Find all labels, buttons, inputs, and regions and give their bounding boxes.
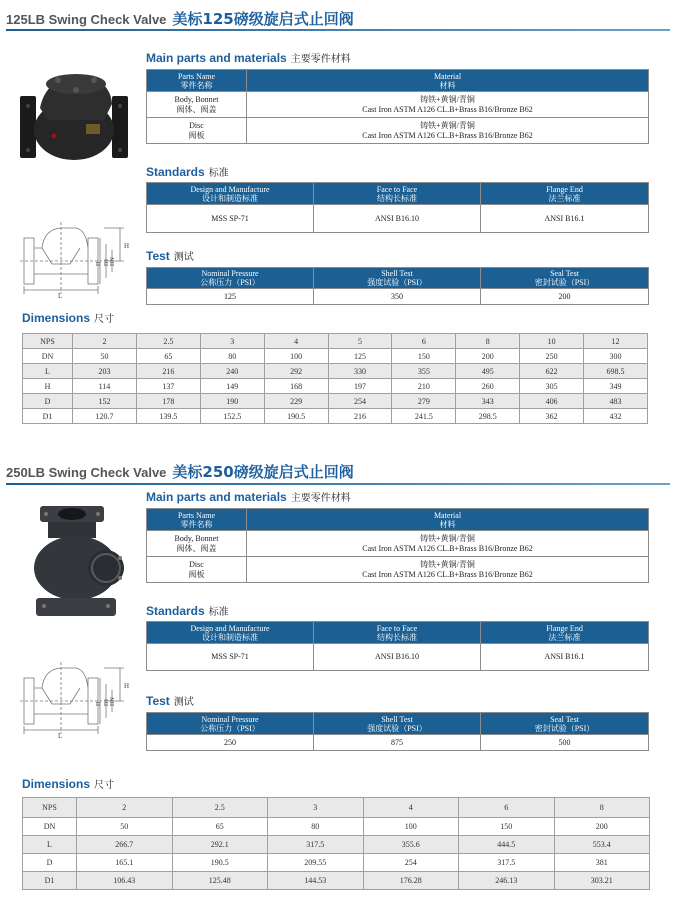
table-cell: 106.43 — [77, 872, 173, 890]
table-cell: 279 — [392, 394, 456, 409]
table-cell: 152 — [73, 394, 137, 409]
table-cell: 80 — [268, 818, 364, 836]
table-cell: 500 — [481, 735, 649, 751]
table-cell: 120.7 — [73, 409, 137, 424]
section-125-title — [6, 8, 354, 28]
drawing-label-d1: D1 — [104, 698, 110, 706]
table-cell: 349 — [584, 379, 648, 394]
part-name-cell: Disc 阀板 — [147, 118, 247, 144]
table-cell: 190.5 — [172, 854, 268, 872]
table-row — [147, 531, 649, 557]
row-label-cell: L — [23, 836, 77, 854]
heading-cn: 尺寸 — [94, 780, 115, 791]
table-cell: 125 — [147, 289, 314, 305]
table-cell: 8 — [456, 334, 520, 349]
table-cell: ANSI B16.1 — [481, 644, 649, 671]
table-cell: 229 — [264, 394, 328, 409]
table-cell: ANSI B16.10 — [314, 644, 481, 671]
table-cell: 176.28 — [363, 872, 459, 890]
table-cell: 65 — [172, 818, 268, 836]
table-row — [23, 872, 650, 890]
part-name-cell: Body, Bonnet 阀体、阀盖 — [147, 92, 247, 118]
heading-cn: 尺寸 — [94, 314, 115, 325]
table-cell: MSS SP-71 — [147, 205, 314, 233]
table-row — [23, 394, 648, 409]
table-cell: 698.5 — [584, 364, 648, 379]
table-cell: 241.5 — [392, 409, 456, 424]
table-row — [23, 364, 648, 379]
material-cell: 铸铁+黄铜/青铜 Cast Iron ASTM A126 CL.B+Brass B16/Bronze B62 — [247, 118, 649, 144]
table-cell: 2.5 — [172, 798, 268, 818]
table-header-cell: Flange End 法兰标准 — [481, 183, 649, 205]
table-cell: 216 — [136, 364, 200, 379]
table-cell: 200 — [456, 349, 520, 364]
main-parts-heading — [146, 489, 351, 504]
heading-cn: 测试 — [173, 252, 194, 263]
table-cell: 444.5 — [459, 836, 555, 854]
heading-cn: 主要零件材料 — [290, 54, 351, 65]
main-parts-table — [146, 69, 649, 144]
table-header-cell: Parts Name 零件名称 — [147, 509, 247, 531]
dimensions-table — [22, 797, 650, 890]
table-cell: 80 — [200, 349, 264, 364]
table-row — [147, 557, 649, 583]
part-name-cell: Disc 阀板 — [147, 557, 247, 583]
table-cell: 240 — [200, 364, 264, 379]
table-row — [23, 854, 650, 872]
table-header-cell: Nominal Pressure 公称压力（PSI） — [147, 268, 314, 289]
table-cell: 6 — [459, 798, 555, 818]
table-cell: 137 — [136, 379, 200, 394]
test-table — [146, 712, 649, 751]
table-cell: 350 — [314, 289, 481, 305]
table-cell: 875 — [314, 735, 481, 751]
main-parts-table — [146, 508, 649, 583]
drawing-label-dn: DN — [110, 257, 116, 266]
table-header-cell: Seal Test 密封试验（PSI） — [481, 713, 649, 735]
drawing-label-h: H — [124, 682, 130, 690]
table-cell: 50 — [77, 818, 173, 836]
table-cell: 200 — [554, 818, 650, 836]
table-cell: 317.5 — [459, 854, 555, 872]
row-label-cell: DN — [23, 349, 73, 364]
table-row — [147, 735, 649, 751]
heading-en: Standards — [146, 604, 205, 618]
drawing-label-l: L — [58, 732, 63, 740]
table-row — [147, 118, 649, 144]
material-cell: 铸铁+黄铜/青铜 Cast Iron ASTM A126 CL.B+Brass B16/Bronze B62 — [247, 557, 649, 583]
heading-en: Test — [146, 249, 170, 263]
table-row — [23, 409, 648, 424]
row-label-cell: D1 — [23, 409, 73, 424]
table-cell: ANSI B16.10 — [314, 205, 481, 233]
table-header-row — [147, 622, 649, 644]
test-heading — [146, 248, 194, 263]
table-header-cell: Face to Face 结构长标准 — [314, 183, 481, 205]
table-cell: 197 — [328, 379, 392, 394]
table-cell: 144.53 — [268, 872, 364, 890]
table-cell: 125 — [328, 349, 392, 364]
table-cell: 305 — [520, 379, 584, 394]
table-header-cell: Design and Manufacture 设计和制造标准 — [147, 183, 314, 205]
table-row — [147, 92, 649, 118]
heading-en: Main parts and materials — [146, 490, 287, 504]
section-title-en: 250LB Swing Check Valve — [6, 465, 167, 480]
table-cell: 2 — [73, 334, 137, 349]
table-cell: MSS SP-71 — [147, 644, 314, 671]
section-250-title — [6, 461, 354, 481]
table-cell: 209.55 — [268, 854, 364, 872]
table-cell: 260 — [456, 379, 520, 394]
table-cell: 210 — [392, 379, 456, 394]
table-header-cell: Face to Face 结构长标准 — [314, 622, 481, 644]
valve-drawing-250 — [20, 658, 138, 742]
table-cell: 178 — [136, 394, 200, 409]
section-title-en: 125LB Swing Check Valve — [6, 12, 167, 27]
table-row — [23, 818, 650, 836]
table-header-cell: Nominal Pressure 公称压力（PSI） — [147, 713, 314, 735]
dimensions-heading — [22, 310, 114, 325]
table-cell: 250 — [147, 735, 314, 751]
drawing-label-d1: D1 — [104, 258, 110, 266]
table-cell: 203 — [73, 364, 137, 379]
table-row — [147, 205, 649, 233]
table-cell: 150 — [459, 818, 555, 836]
table-cell: 254 — [363, 854, 459, 872]
table-cell: 2 — [77, 798, 173, 818]
row-label-cell: H — [23, 379, 73, 394]
table-cell: 622 — [520, 364, 584, 379]
table-header-cell: Material 材料 — [247, 70, 649, 92]
table-header-cell: Design and Manufacture 设计和制造标准 — [147, 622, 314, 644]
table-cell: 150 — [392, 349, 456, 364]
table-cell: 12 — [584, 334, 648, 349]
table-cell: 4 — [363, 798, 459, 818]
table-cell: 495 — [456, 364, 520, 379]
table-header-row — [147, 70, 649, 92]
table-cell: 432 — [584, 409, 648, 424]
table-cell: 406 — [520, 394, 584, 409]
material-cell: 铸铁+黄铜/青铜 Cast Iron ASTM A126 CL.B+Brass B16/Bronze B62 — [247, 531, 649, 557]
section-divider — [6, 483, 670, 485]
table-cell: 381 — [554, 854, 650, 872]
test-table — [146, 267, 649, 305]
row-label-cell: NPS — [23, 334, 73, 349]
table-cell: 100 — [264, 349, 328, 364]
table-row — [23, 836, 650, 854]
table-header-cell: Flange End 法兰标准 — [481, 622, 649, 644]
heading-en: Dimensions — [22, 311, 91, 325]
table-row — [23, 798, 650, 818]
table-cell: 266.7 — [77, 836, 173, 854]
table-cell: 317.5 — [268, 836, 364, 854]
heading-en: Standards — [146, 165, 205, 179]
table-cell: 483 — [584, 394, 648, 409]
table-cell: 8 — [554, 798, 650, 818]
table-header-cell: Shell Test 强度试验（PSI） — [314, 713, 481, 735]
table-cell: 254 — [328, 394, 392, 409]
part-name-cell: Body, Bonnet 阀体、阀盖 — [147, 531, 247, 557]
table-header-cell: Seal Test 密封试验（PSI） — [481, 268, 649, 289]
heading-cn: 标准 — [208, 607, 229, 618]
test-heading — [146, 693, 194, 708]
table-cell: 2.5 — [136, 334, 200, 349]
table-cell: 149 — [200, 379, 264, 394]
table-cell: 298.5 — [456, 409, 520, 424]
row-label-cell: NPS — [23, 798, 77, 818]
row-label-cell: D — [23, 394, 73, 409]
table-cell: 190.5 — [264, 409, 328, 424]
material-cell: 铸铁+黄铜/青铜 Cast Iron ASTM A126 CL.B+Brass B16/Bronze B62 — [247, 92, 649, 118]
table-row — [23, 349, 648, 364]
table-row — [147, 289, 649, 305]
section-title-cn: 美标250磅级旋启式止回阀 — [172, 463, 354, 481]
heading-en: Main parts and materials — [146, 51, 287, 65]
table-cell: 200 — [481, 289, 649, 305]
table-cell: 4 — [264, 334, 328, 349]
standards-table — [146, 621, 649, 671]
table-cell: 246.13 — [459, 872, 555, 890]
valve-photo-125 — [18, 70, 130, 170]
table-row — [23, 379, 648, 394]
heading-en: Dimensions — [22, 777, 91, 791]
table-cell: 292.1 — [172, 836, 268, 854]
section-divider — [6, 29, 670, 31]
table-cell: 165.1 — [77, 854, 173, 872]
table-cell: 330 — [328, 364, 392, 379]
standards-table — [146, 182, 649, 233]
table-header-row — [147, 509, 649, 531]
table-cell: 216 — [328, 409, 392, 424]
row-label-cell: D1 — [23, 872, 77, 890]
table-cell: 553.4 — [554, 836, 650, 854]
table-cell: 355.6 — [363, 836, 459, 854]
table-header-row — [147, 183, 649, 205]
table-cell: 355 — [392, 364, 456, 379]
dimensions-table — [22, 333, 648, 424]
table-header-cell: Parts Name 零件名称 — [147, 70, 247, 92]
table-cell: 125.48 — [172, 872, 268, 890]
section-title-cn: 美标125磅级旋启式止回阀 — [172, 10, 354, 28]
table-cell: 6 — [392, 334, 456, 349]
drawing-label-d: D — [96, 261, 102, 266]
heading-cn: 测试 — [173, 697, 194, 708]
table-cell: 362 — [520, 409, 584, 424]
main-parts-heading — [146, 50, 351, 65]
table-cell: 168 — [264, 379, 328, 394]
drawing-label-h: H — [124, 242, 130, 250]
table-cell: ANSI B16.1 — [481, 205, 649, 233]
table-cell: 250 — [520, 349, 584, 364]
valve-photo-250 — [28, 502, 128, 620]
drawing-label-l: L — [58, 292, 63, 300]
table-row — [147, 644, 649, 671]
table-cell: 5 — [328, 334, 392, 349]
table-header-row — [147, 713, 649, 735]
heading-cn: 标准 — [208, 168, 229, 179]
standards-heading — [146, 164, 229, 179]
valve-drawing-125 — [20, 218, 138, 302]
heading-cn: 主要零件材料 — [290, 493, 351, 504]
table-cell: 50 — [73, 349, 137, 364]
table-cell: 114 — [73, 379, 137, 394]
table-cell: 190 — [200, 394, 264, 409]
drawing-label-d: D — [96, 701, 102, 706]
standards-heading — [146, 603, 229, 618]
row-label-cell: DN — [23, 818, 77, 836]
drawing-label-dn: DN — [110, 697, 116, 706]
table-cell: 303.21 — [554, 872, 650, 890]
row-label-cell: D — [23, 854, 77, 872]
table-row — [23, 334, 648, 349]
table-header-cell: Material 材料 — [247, 509, 649, 531]
table-cell: 343 — [456, 394, 520, 409]
table-header-cell: Shell Test 强度试验（PSI） — [314, 268, 481, 289]
dimensions-heading — [22, 776, 114, 791]
table-cell: 300 — [584, 349, 648, 364]
table-cell: 3 — [268, 798, 364, 818]
row-label-cell: L — [23, 364, 73, 379]
table-cell: 100 — [363, 818, 459, 836]
table-cell: 65 — [136, 349, 200, 364]
table-cell: 3 — [200, 334, 264, 349]
table-cell: 292 — [264, 364, 328, 379]
table-cell: 10 — [520, 334, 584, 349]
table-cell: 139.5 — [136, 409, 200, 424]
table-cell: 152.5 — [200, 409, 264, 424]
table-header-row — [147, 268, 649, 289]
heading-en: Test — [146, 694, 170, 708]
